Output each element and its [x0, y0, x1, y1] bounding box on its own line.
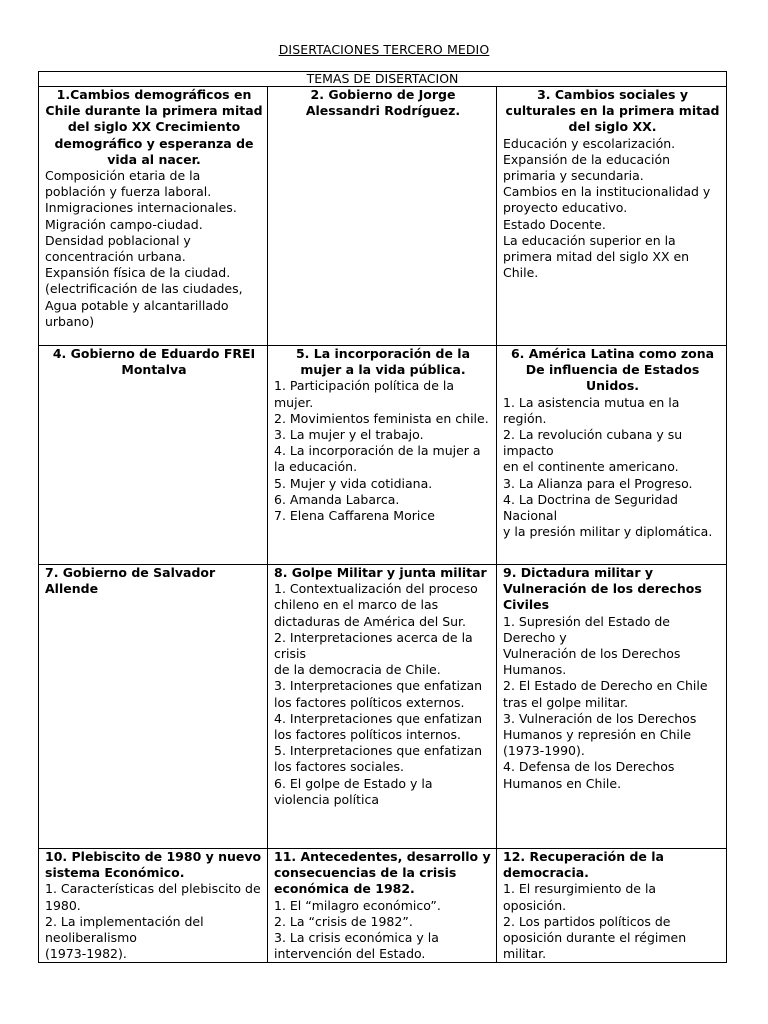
- topic-item: 7. Elena Caffarena Morice: [274, 508, 435, 524]
- topic-cell-12: [497, 849, 727, 963]
- topic-item: 5. Mujer y vida cotidiana.: [274, 475, 433, 491]
- topic-item: 4. La incorporación de la mujer a la educación.: [274, 443, 481, 475]
- topic-cell-7: [39, 565, 268, 849]
- topic-title: 3. Cambios sociales y culturales en la primera mitad del siglo XX.: [505, 87, 720, 135]
- topic-item: 3. La Alianza para el Progreso.: [503, 475, 693, 491]
- topic-title: 2. Gobierno de Jorge Alessandri Rodríguez.: [305, 87, 461, 119]
- topic-item: Estado Docente.: [503, 216, 606, 232]
- topic-item: Expansión de la educación primaria y secundaria.: [503, 151, 671, 184]
- topic-item: 6. Amanda Labarca.: [274, 491, 400, 507]
- topic-item: 4. La Doctrina de Seguridad Nacional: [503, 491, 678, 524]
- topic-item: 1. El resurgimiento de la oposición.: [503, 881, 657, 913]
- topic-title: 5. La incorporación de la mujer a la vida pública.: [295, 346, 471, 378]
- topic-item: Inmigraciones internacionales.: [45, 200, 237, 216]
- table-header-row: [39, 72, 727, 87]
- topic-cell-2: [268, 87, 497, 346]
- document-title: DISERTACIONES TERCERO MEDIO: [278, 42, 490, 57]
- topic-title: 6. América Latina como zona De influencia de Estados Unidos.: [510, 346, 715, 394]
- topic-cell-3: [497, 87, 727, 346]
- topic-cell-4: [39, 346, 268, 565]
- topic-title: 7. Gobierno de Salvador Allende: [45, 565, 216, 597]
- topic-item: (1973-1982).: [45, 946, 127, 962]
- topic-item: Vulneración de los Derechos Humanos.: [503, 646, 681, 678]
- topic-title: 11. Antecedentes, desarrollo y consecuencias de la crisis económica de 1982.: [274, 849, 491, 897]
- table-row: [39, 565, 727, 849]
- topic-item: 1. Participación política de la mujer.: [274, 378, 455, 410]
- topic-item: de la democracia de Chile.: [274, 662, 441, 678]
- topic-item: 1. El “milagro económico”.: [274, 897, 441, 913]
- topic-item: 5. Interpretaciones que enfatizan los factores sociales.: [274, 743, 483, 775]
- topic-item: 3. La mujer y el trabajo.: [274, 427, 424, 443]
- topic-cell-6: [497, 346, 727, 565]
- topic-item: 1. Supresión del Estado de Derecho y: [503, 613, 670, 645]
- topic-cell-9: [497, 565, 727, 849]
- topic-item: Expansión física de la ciudad. (electrificación de las ciudades, Agua potable y alcantarillado urbano): [45, 265, 243, 329]
- topic-title: 12. Recuperación de la democracia.: [503, 849, 664, 881]
- topic-item: Composición etaria de la población y fuerza laboral.: [45, 168, 212, 200]
- topic-item: 6. El golpe de Estado y la violencia política: [274, 775, 433, 807]
- topic-item: Educación y escolarización.: [503, 135, 676, 151]
- table-row: [39, 346, 727, 565]
- topic-item: 2. Los partidos políticos de oposición durante el régimen militar.: [503, 913, 687, 962]
- topic-item: 1. Características del plebiscito de 1980.: [45, 881, 261, 913]
- table-row: [39, 849, 727, 963]
- topic-title: 4. Gobierno de Eduardo FREI Montalva: [52, 346, 256, 378]
- topic-item: 2. La implementación del neoliberalismo: [45, 913, 204, 946]
- topic-item: y la presión militar y diplomática.: [503, 524, 713, 540]
- topics-table: [38, 71, 727, 963]
- table-row: [39, 87, 727, 346]
- topic-item: Cambios en la institucionalidad y proyecto educativo.: [503, 184, 711, 216]
- topic-cell-10: [39, 849, 268, 963]
- topic-cell-11: [268, 849, 497, 963]
- topic-item: Migración campo-ciudad.: [45, 216, 203, 232]
- topic-cell-5: [268, 346, 497, 565]
- topic-title: 1.Cambios demográficos en Chile durante la primera mitad del siglo XX Crecimiento demográfico y esperanza de vida al nacer.: [45, 87, 263, 167]
- topic-item: 2. La “crisis de 1982”.: [274, 913, 413, 929]
- topic-item: 1. La asistencia mutua en la región.: [503, 394, 680, 426]
- topic-item: 4. Interpretaciones que enfatizan los factores políticos internos.: [274, 710, 483, 743]
- topic-item: La educación superior en la primera mitad del siglo XX en Chile.: [503, 232, 690, 281]
- topic-item: 3. Interpretaciones que enfatizan los factores políticos externos.: [274, 678, 483, 710]
- topic-item: 2. La revolución cubana y su impacto: [503, 427, 683, 459]
- topic-cell-8: [268, 565, 497, 849]
- topic-item: 2. Movimientos feminista en chile.: [274, 410, 489, 426]
- topic-item: 3. Vulneración de los Derechos Humanos y represión en Chile (1973-1990).: [503, 710, 697, 759]
- topic-item: 4. Defensa de los Derechos Humanos en Chile.: [503, 759, 675, 791]
- topic-item: 1. Contextualización del proceso chileno en el marco de las dictaduras de América del Sur.: [274, 581, 478, 629]
- topic-title: 8. Golpe Militar y junta militar: [274, 565, 487, 580]
- table-header: TEMAS DE DISERTACION: [39, 72, 727, 87]
- topic-item: 2. Interpretaciones acerca de la crisis: [274, 629, 473, 662]
- topic-item: Densidad poblacional y concentración urbana.: [45, 232, 191, 265]
- topic-item: en el continente americano.: [503, 459, 679, 475]
- topic-title: 9. Dictadura militar y Vulneración de los derechos Civiles: [503, 565, 702, 613]
- topic-title: 10. Plebiscito de 1980 y nuevo sistema Económico.: [45, 849, 262, 881]
- topic-item: 2. El Estado de Derecho en Chile tras el golpe militar.: [503, 678, 708, 710]
- topic-item: 3. La crisis económica y la intervención del Estado.: [274, 930, 439, 962]
- topic-cell-1: [39, 87, 268, 346]
